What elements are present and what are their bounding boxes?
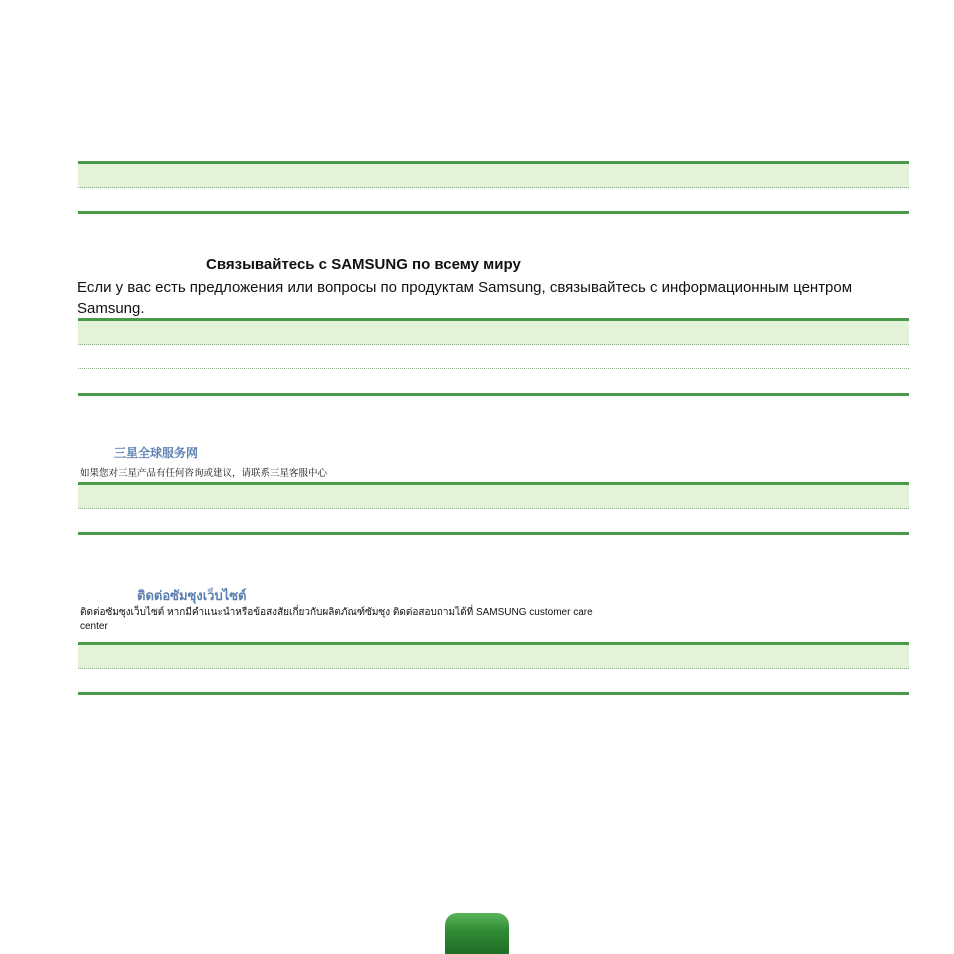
table-row [78, 188, 909, 212]
contact-table-1 [78, 161, 909, 214]
section-description-thai: ติดต่อซัมซุงเว็บไซต์ หากมีคำแนะนำหรือข้อสงสัยเกี่ยวกับผลิตภัณฑ์ซัมซุง ติดต่อสอบถามได้ที่ SAMSUNG customer care center [80, 607, 593, 632]
section-title-chinese: 三星全球服务网 [114, 446, 199, 460]
contact-table-chinese [78, 482, 909, 535]
contact-table-thai [78, 642, 909, 695]
section-description-chinese: 如果您对三星产品有任何咨询或建议，请联系三星客服中心 [80, 468, 328, 479]
table-row [78, 669, 909, 693]
contact-table-russian [78, 318, 909, 396]
table-row [78, 345, 909, 369]
section-title-russian: Связывайтесь с SAMSUNG по всему миру [206, 256, 521, 273]
table-row [78, 321, 909, 345]
section-description-russian: Если у вас есть предложения или вопросы по продуктам Samsung, связывайтесь с информационным центром Samsung. [77, 279, 853, 317]
page-number-tab [445, 913, 509, 954]
table-row [78, 485, 909, 509]
table-row [78, 509, 909, 533]
table-row [78, 645, 909, 669]
table-row [78, 164, 909, 188]
section-title-thai: ติดต่อซัมซุงเว็บไซต์ [137, 588, 247, 603]
table-row [78, 369, 909, 393]
